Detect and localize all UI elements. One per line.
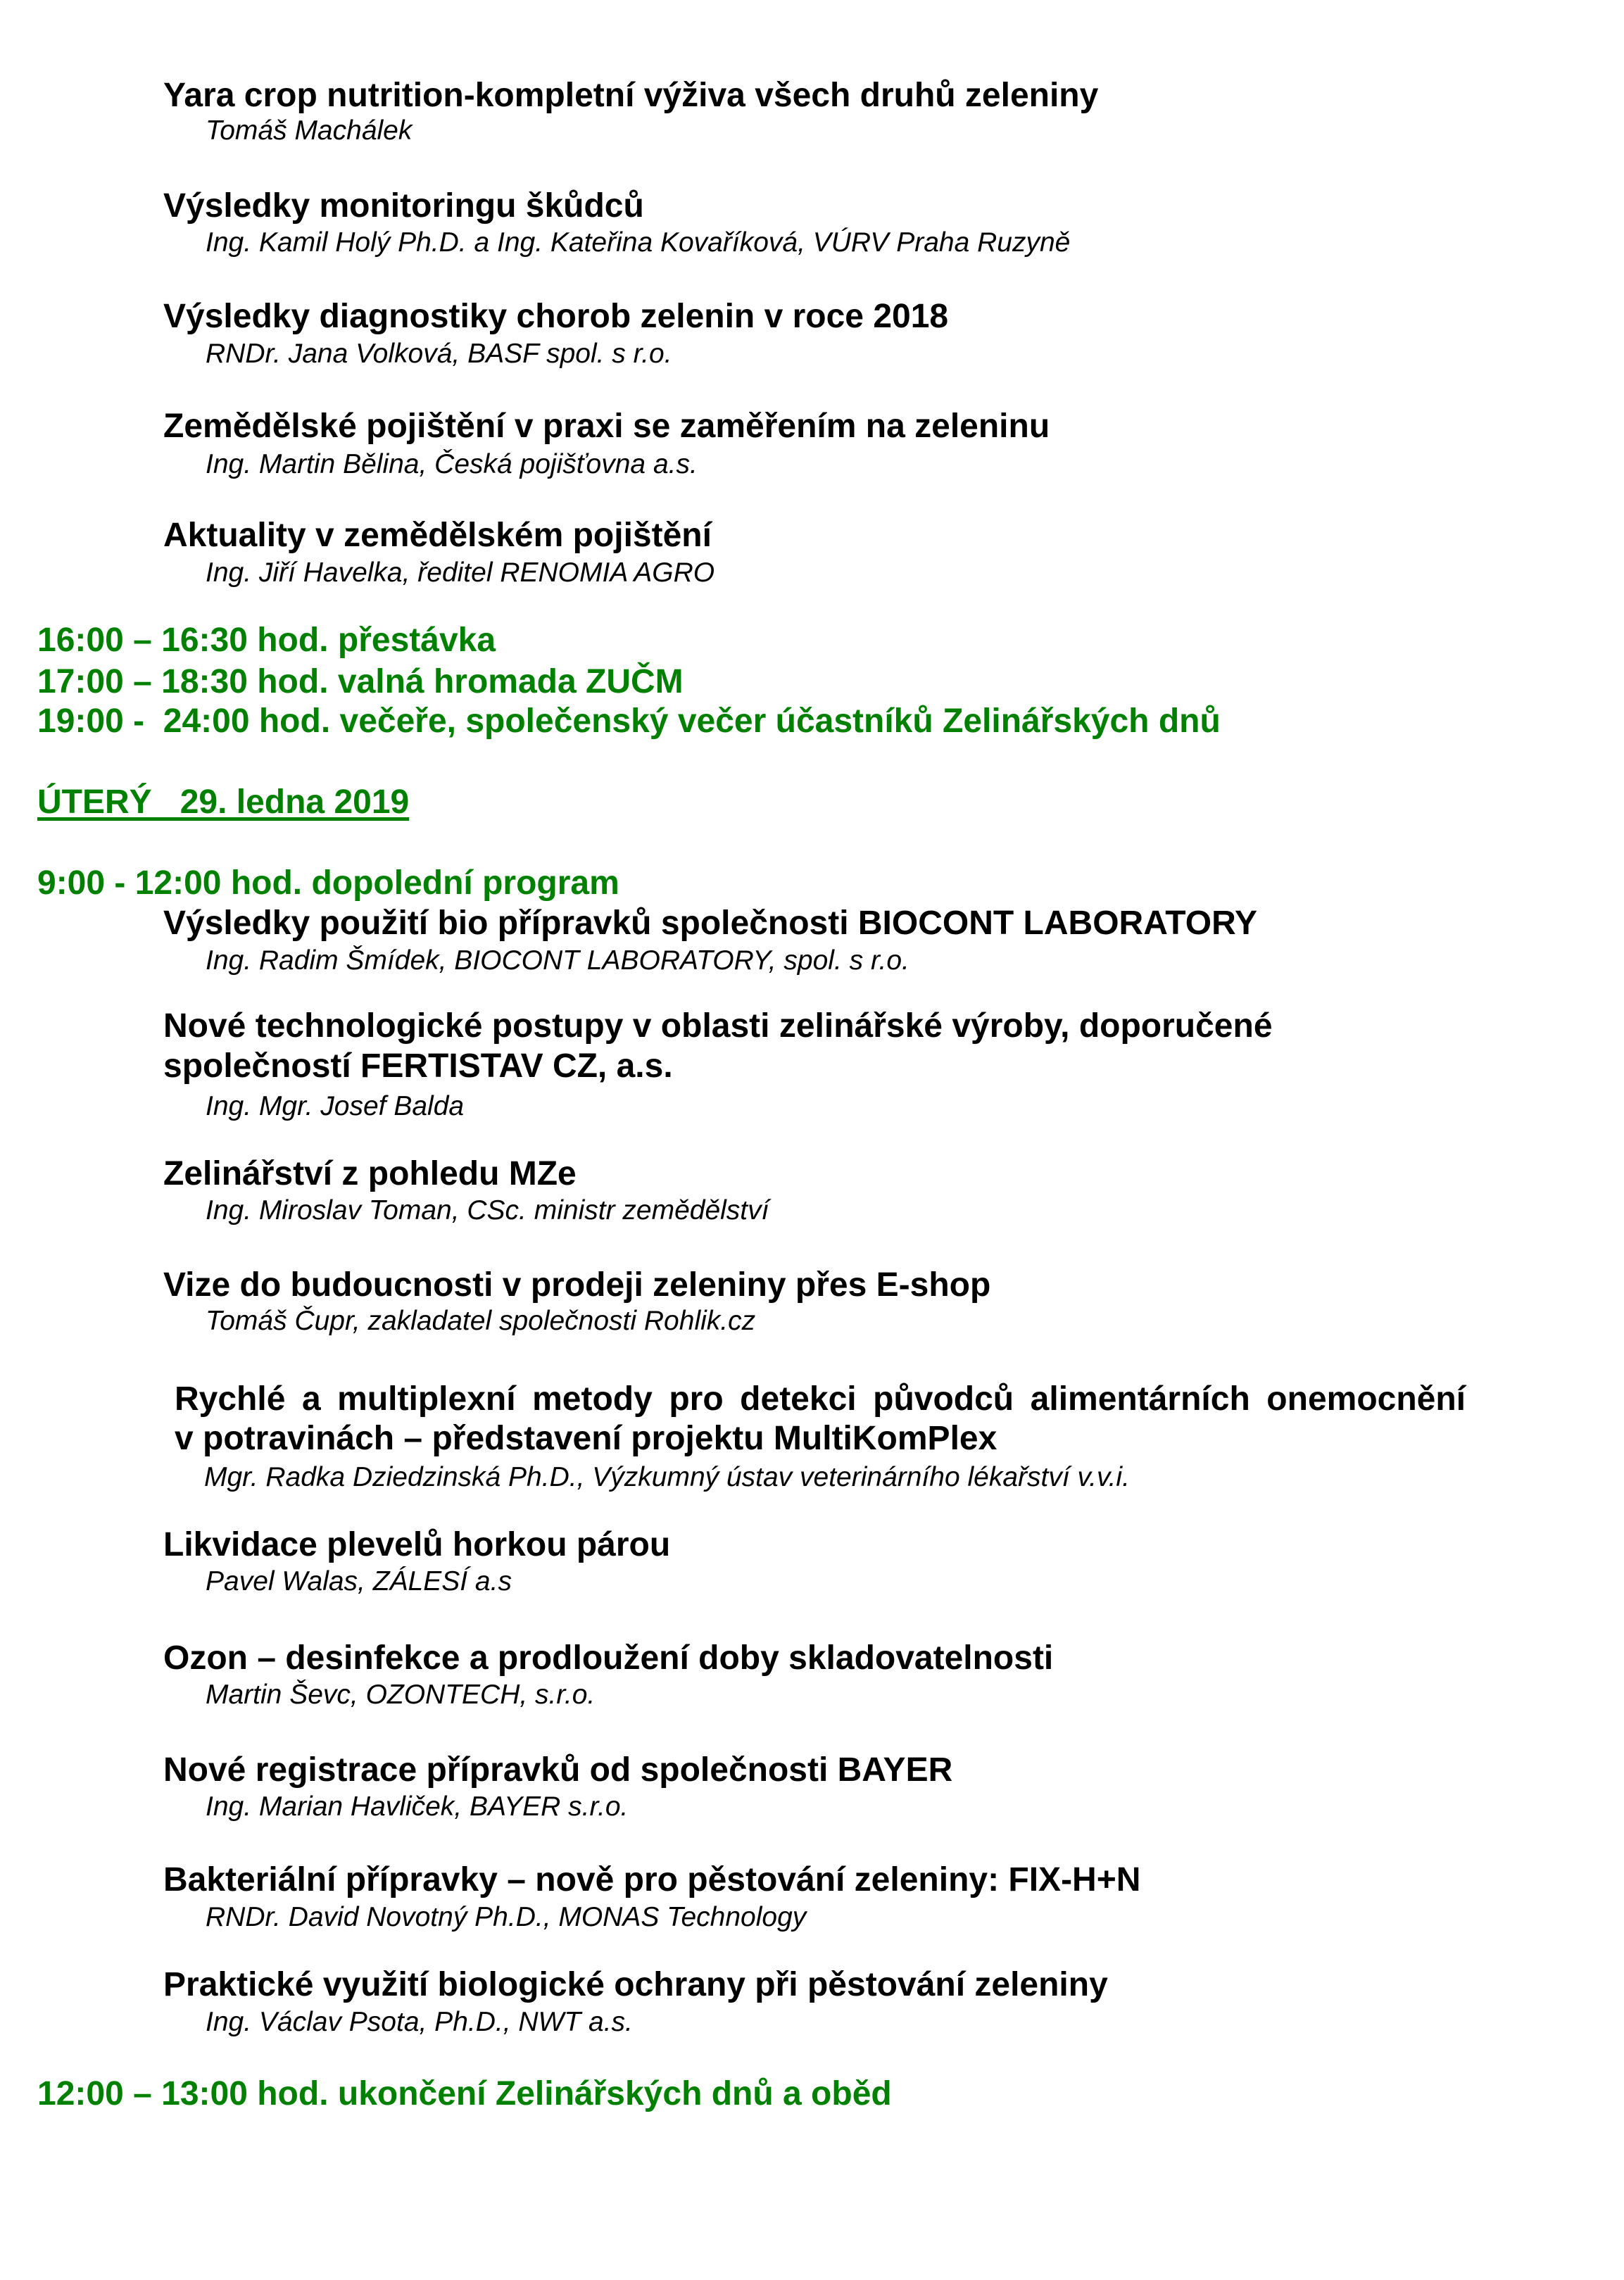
session-speaker: Ing. Václav Psota, Ph.D., NWT a.s.	[206, 2007, 633, 2037]
session-title-continued: společností FERTISTAV CZ, a.s.	[163, 1047, 673, 1085]
session-title: Výsledky diagnostiky chorob zelenin v roce 2018	[163, 298, 949, 335]
session-speaker: Ing. Marian Havliček, BAYER s.r.o.	[206, 1791, 629, 1822]
session-title: Výsledky použití bio přípravků společnosti BIOCONT LABORATORY	[163, 905, 1257, 942]
session-speaker: Pavel Walas, ZÁLESÍ a.s	[206, 1566, 512, 1596]
schedule-dinner: 19:00 - 24:00 hod. večeře, společenský večer účastníků Zelinářských dnů	[37, 703, 1221, 740]
session-speaker: Ing. Mgr. Josef Balda	[206, 1091, 465, 1121]
session-speaker: RNDr. Jana Volková, BASF spol. s r.o.	[206, 339, 672, 369]
session-speaker: RNDr. David Novotný Ph.D., MONAS Technology	[206, 1902, 807, 1932]
session-speaker: Ing. Radim Šmídek, BIOCONT LABORATORY, spol. s r.o.	[206, 945, 909, 976]
morning-program-block: 9:00 - 12:00 hod. dopolední program	[37, 864, 619, 902]
session-title: Yara crop nutrition-kompletní výživa všech druhů zeleniny	[163, 77, 1099, 114]
session-speaker: Ing. Miroslav Toman, CSc. ministr zemědělství	[206, 1195, 769, 1226]
session-title-continued: v potravinách – představení projektu MultiKomPlex	[175, 1420, 997, 1457]
schedule-closing-lunch: 12:00 – 13:00 hod. ukončení Zelinářských dnů a oběd	[37, 2075, 892, 2112]
schedule-general-meeting: 17:00 – 18:30 hod. valná hromada ZUČM	[37, 663, 684, 700]
session-title: Nové technologické postupy v oblasti zelinářské výroby, doporučené	[163, 1007, 1273, 1045]
session-title: Praktické využití biologické ochrany při pěstování zeleniny	[163, 1966, 1108, 2003]
session-title: Ozon – desinfekce a prodloužení doby skladovatelnosti	[163, 1639, 1054, 1677]
session-title: Nové registrace přípravků od společnosti BAYER	[163, 1751, 953, 1789]
session-speaker: Mgr. Radka Dziedzinská Ph.D., Výzkumný ústav veterinárního lékařství v.v.i.	[204, 1462, 1130, 1492]
session-title: Rychlé a multiplexní metody pro detekci původců alimentárních onemocnění	[175, 1380, 1466, 1418]
session-speaker: Ing. Kamil Holý Ph.D. a Ing. Kateřina Kovaříková, VÚRV Praha Ruzyně	[206, 227, 1071, 258]
session-title: Výsledky monitoringu škůdců	[163, 187, 644, 225]
session-title: Zelinářství z pohledu MZe	[163, 1155, 577, 1192]
session-speaker: Ing. Martin Bělina, Česká pojišťovna a.s.	[206, 449, 698, 479]
schedule-break: 16:00 – 16:30 hod. přestávka	[37, 622, 496, 659]
session-speaker: Tomáš Čupr, zakladatel společnosti Rohlik.cz	[206, 1306, 756, 1336]
session-speaker: Ing. Jiří Havelka, ředitel RENOMIA AGRO	[206, 558, 715, 588]
session-title: Vize do budoucnosti v prodeji zeleniny přes E-shop	[163, 1266, 991, 1304]
day-heading: ÚTERÝ 29. ledna 2019	[37, 783, 410, 821]
session-title: Zemědělské pojištění v praxi se zaměřením na zeleninu	[163, 408, 1050, 445]
session-title: Aktuality v zemědělském pojištění	[163, 517, 712, 554]
session-speaker: Martin Ševc, OZONTECH, s.r.o.	[206, 1680, 596, 1710]
session-title: Bakteriální přípravky – nově pro pěstování zeleniny: FIX-H+N	[163, 1861, 1141, 1898]
session-title: Likvidace plevelů horkou párou	[163, 1526, 671, 1563]
session-speaker: Tomáš Machálek	[206, 115, 413, 146]
